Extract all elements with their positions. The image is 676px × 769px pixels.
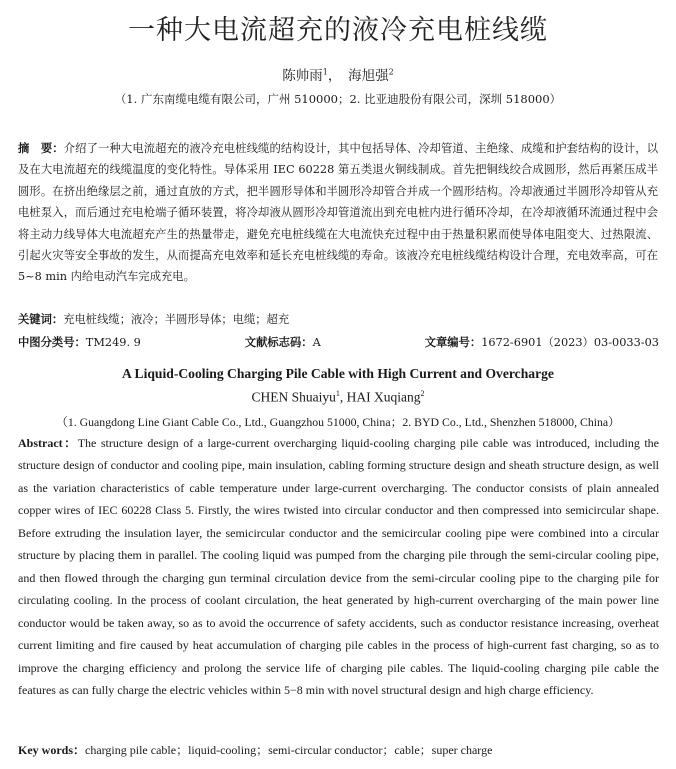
english-affiliation: （1. Guangdong Line Giant Cable Co., Ltd., Guangzhou 51000, China；2. BYD Co., Ltd., Shenzhen 518000, China）: [56, 415, 620, 429]
chinese-authors: [0, 64, 676, 84]
article-number-label: 文章编号：: [424, 336, 482, 349]
chinese-title: 一种大电流超充的液冷充电桩线缆: [128, 15, 548, 46]
author-2-en-sup: 2: [420, 389, 425, 398]
english-authors: [0, 389, 676, 406]
chinese-keywords-label: 关键词：: [18, 313, 64, 326]
document-code-label: 文献标志码：: [244, 336, 313, 349]
english-abstract-label: Abstract：: [18, 436, 78, 450]
author-2-cn-sup: 2: [388, 67, 394, 77]
chinese-keywords-text: 充电桩线缆；液冷；半圆形导体；电缆；超充: [63, 313, 290, 326]
author-1-cn-sup: 1: [322, 67, 328, 77]
author-separator-cn: ，: [327, 68, 349, 84]
author-2-en: HAI Xuqiang: [346, 389, 421, 405]
english-title: A Liquid-Cooling Charging Pile Cable with High Current and Overcharge: [122, 366, 554, 381]
chinese-abstract-label: 摘 要：: [18, 142, 64, 155]
author-1-en: CHEN Shuaiyu: [251, 389, 336, 405]
author-1-en-sup: 1: [335, 389, 340, 398]
english-keywords-text: charging pile cable；liquid-cooling；semi-circular conductor；cable；super charge: [85, 743, 493, 757]
article-number: [425, 334, 659, 350]
chinese-abstract: [18, 138, 658, 288]
english-keywords: [18, 741, 659, 758]
author-separator-en: ,: [339, 389, 347, 405]
chinese-affiliation: （1. 广东南缆电缆有限公司，广州 510000；2. 比亚迪股份有限公司，深圳 518000）: [114, 92, 562, 106]
classification-line: [18, 334, 659, 350]
english-keywords-label: Key words：: [18, 743, 85, 757]
document-code-value: A: [312, 336, 321, 349]
clc-value: TM249. 9: [85, 336, 141, 349]
chinese-keywords: [18, 311, 658, 327]
clc-number: [18, 334, 141, 350]
chinese-abstract-text: 介绍了一种大电流超充的液冷充电桩线缆的结构设计，其中包括导体、冷却管道、主绝缘、成缆和护套结构的设计，以及在大电流超充的线缆温度的变化特性。导体采用 IEC 60228 第五类退火铜线制成。首先把铜线绞合成圆形，然后再紧压成半圆形。在挤出绝缘层之前，通过直放的方式，把半圆形导体和半圆形冷却管合并成一个圆形结构。冷却液通过半圆形冷却管从充电桩泵入，而后通过充电枪端子循环装置，将冷却液从圆形冷却管道流出到充电桩内进行循环冷却，在冷却液循环流通过程中会将主动力线导体大电流超充产生的热量带走，避免充电桩线缆在大电流快充过程中由于热量积累而使导体电阻变大、过热限流、引起火灾等安全事故的发生，从而提高充电效率和延长充电桩线缆的寿命。该液冷充电桩线缆结构设计合理，充电效率高，可在 5~8 min 内给电动汽车完成充电。: [18, 142, 658, 284]
author-2-cn: 海旭强: [348, 68, 389, 84]
clc-label: 中图分类号：: [18, 336, 86, 349]
english-abstract-text: The structure design of a large-current overcharging liquid-cooling charging pile cable was introduced, including the structure design of conductor and cooling pipe, main insulation, cabling forming structure design and sheath structure design, as well as the variation characteristics of cable temperature under large-current overcharging. The conductor consists of plain annealed copper wires of IEC 60228 Class 5. Firstly, the wires twisted into circular conductor and then compressed into semicircular shape. Before extruding the insulation layer, the semicircular conductor and the semicircular cooling pipe were combined into a circular structure by placing them in parallel. The cooling liquid was pumped from the charging pile through the semi-circular cooling pipe, and then flowed through the charging gun terminal circulation device from the semi-circular cooling pipe to the charging pile for circulating cooling. In the process of coolant circulation, the heat generated by high-current overcharging of the main power line conductor would be taken away, so as to avoid the occurrence of safety accidents, such as conductor resistance increasing, overheat current limiting and fire caused by heat accumulation of charging pile cables in the process of high-current fast charging, so as to improve the charging efficiency and prolong the service life of charging pile cables. The liquid-cooling charging pile cable the features as can fully charge the electric vehicles within 5−8 min with novel structural design and high charge efficiency.: [18, 436, 660, 697]
document-code: [245, 334, 321, 350]
author-1-cn: 陈帅雨: [282, 68, 323, 84]
english-abstract: [18, 432, 659, 701]
article-number-value: 1672-6901（2023）03-0033-03: [481, 336, 659, 349]
